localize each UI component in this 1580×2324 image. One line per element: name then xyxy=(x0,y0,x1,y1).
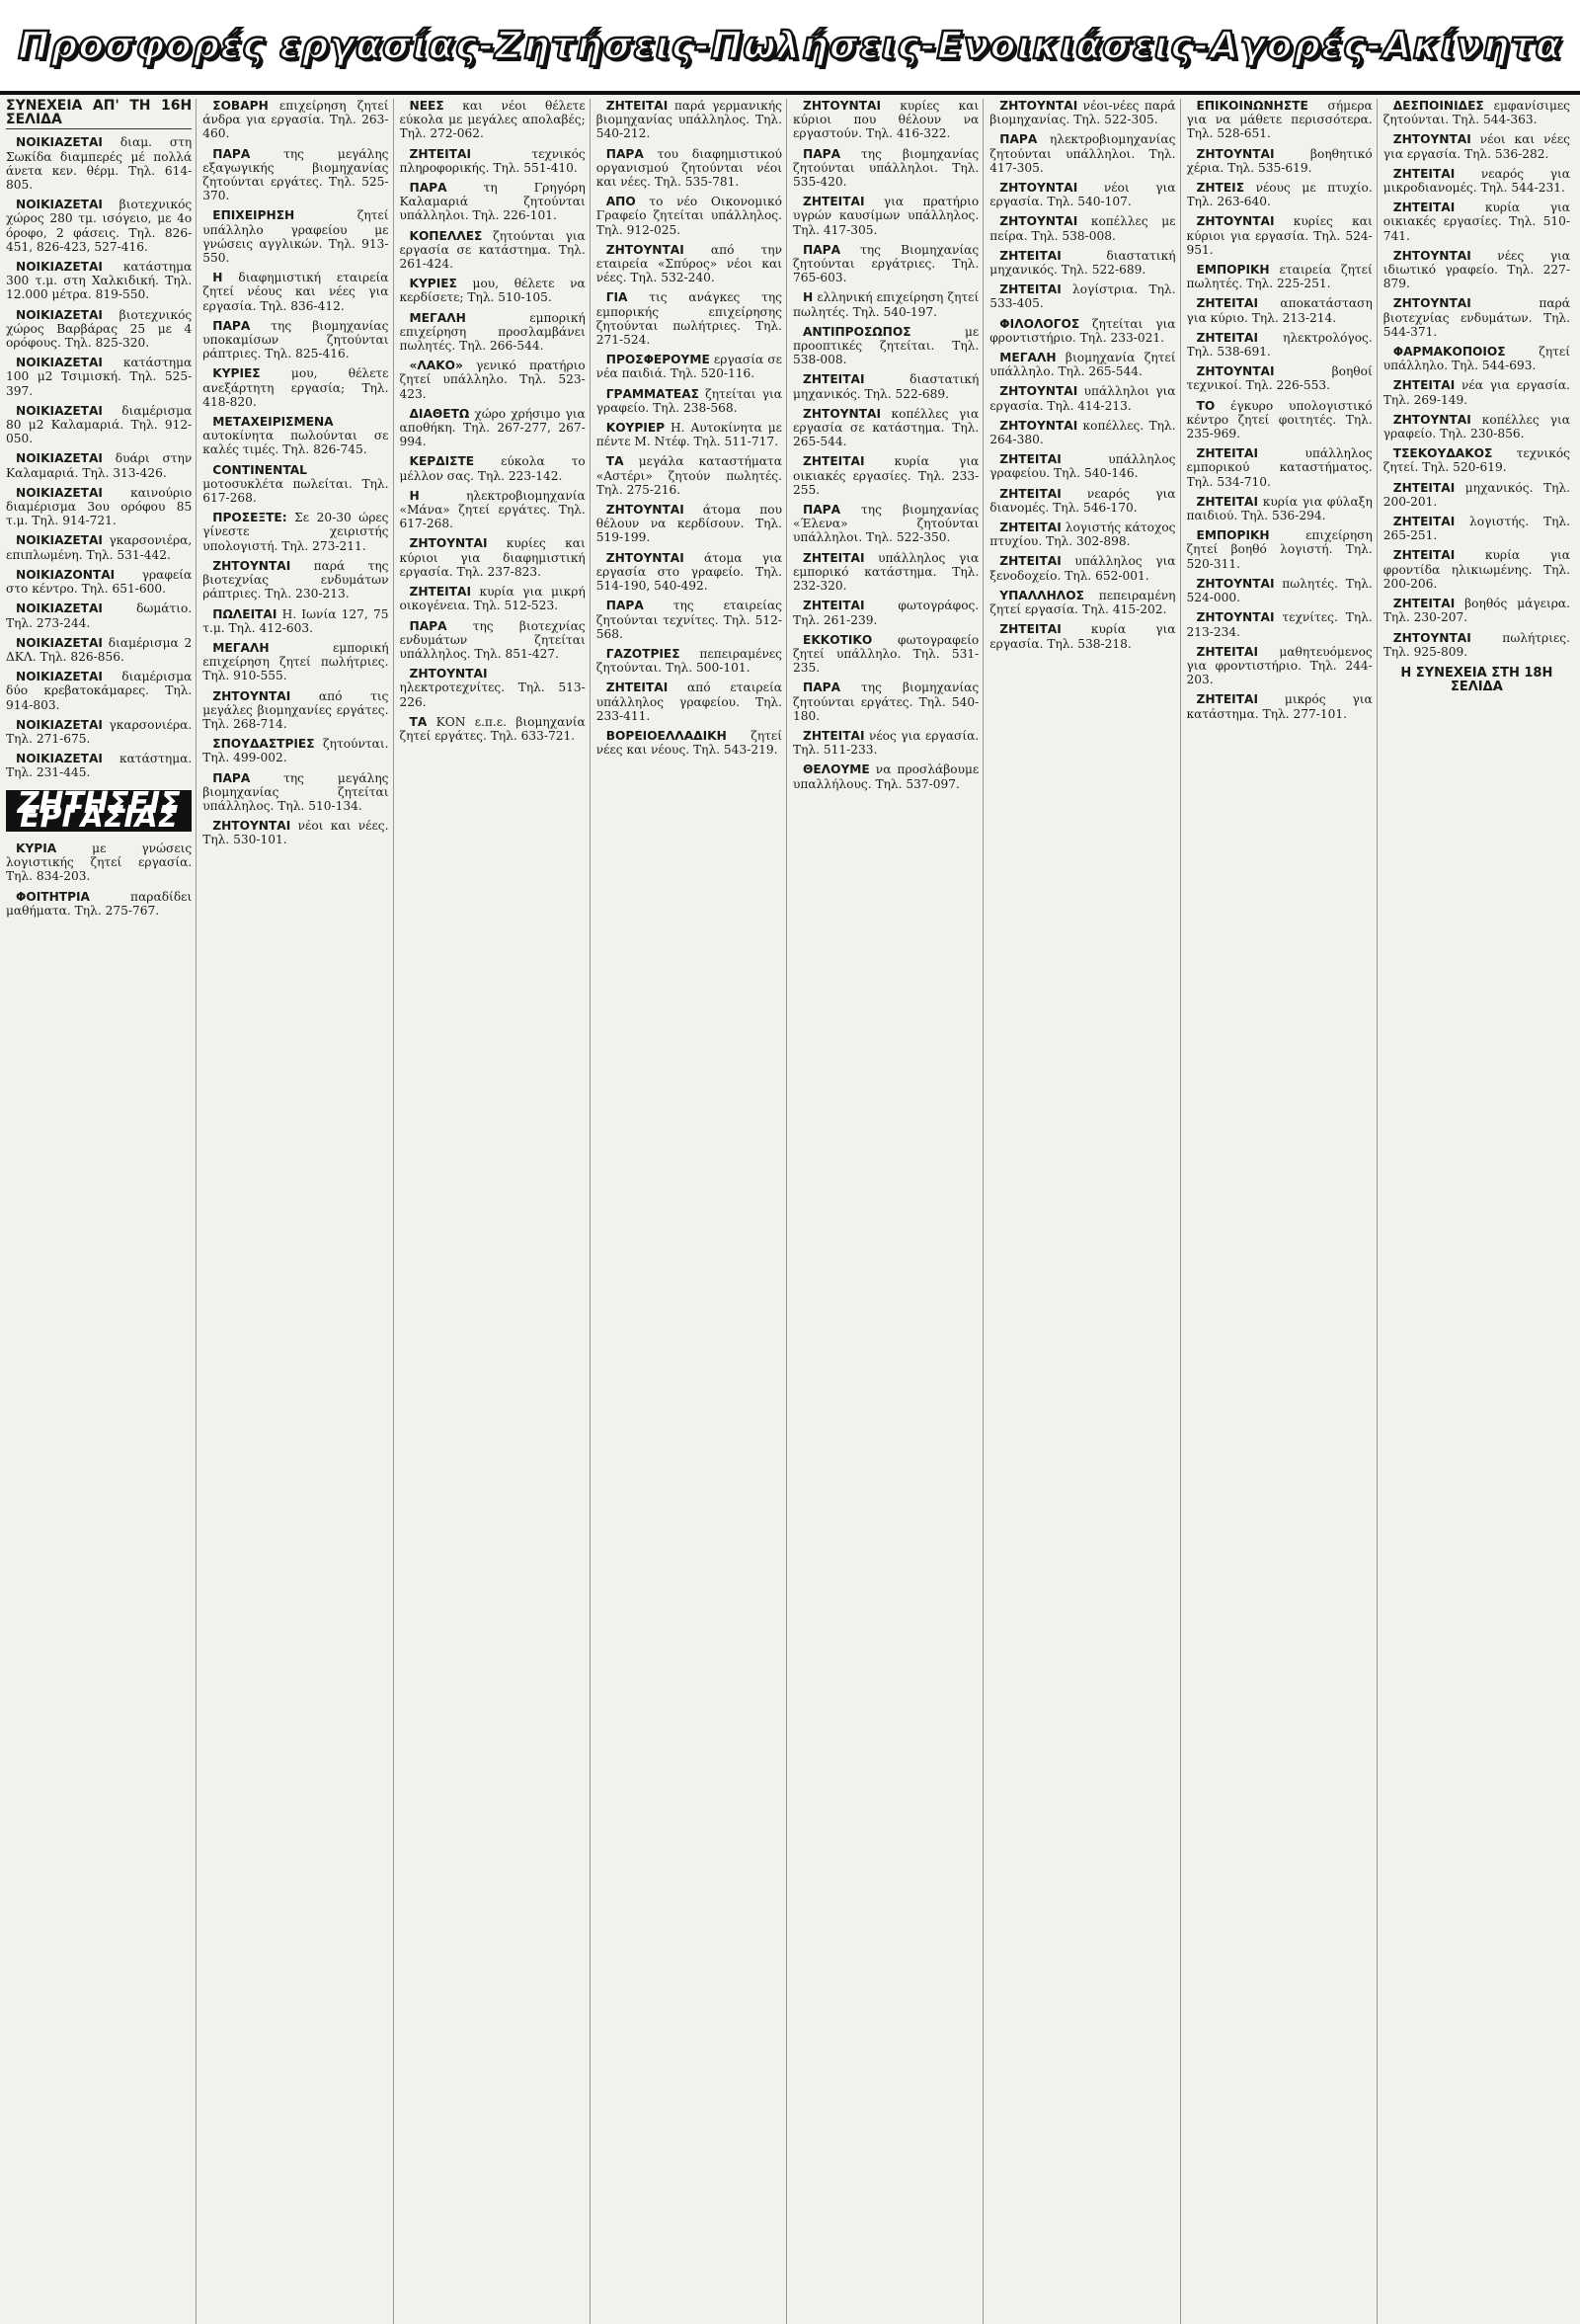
classified-ad: ΔΙΑΘΕΤΩ χώρο χρήσιμο για αποθήκη. Τηλ. 267-277, 267-994. xyxy=(399,406,586,449)
classified-ad: ΝΟΙΚΙΑΖΕΤΑΙ κατάστημα 300 τ.μ. στη Χαλκιδική. Τηλ. 12.000 μέτρα. 819-550. xyxy=(6,260,193,302)
classified-ad: ΣΟΒΑΡΗ επιχείρηση ζητεί άνδρα για εργασία. Τηλ. 263-460. xyxy=(202,99,389,141)
classified-ad: ΖΗΤΟΥΝΤΑΙ κυρίες και κύριοι για εργασία. Τηλ. 524-951. xyxy=(1186,214,1373,257)
classified-ad: ΖΗΤΟΥΝΤΑΙ νέοι και νέες. Τηλ. 530-101. xyxy=(202,819,389,847)
classified-ad: ΚΟΥΡΙΕΡ Η. Αυτοκίνητα με πέντε Μ. Ντέφ. Τηλ. 511-717. xyxy=(595,421,782,449)
classified-ad: ΠΑΡΑ ηλεκτροβιομηχανίας ζητούνται υπάλληλοι. Τηλ. 417-305. xyxy=(989,132,1176,175)
classified-ad: ΖΗΤΕΙΤΑΙ νεαρός για μικροδιανομές. Τηλ. 544-231. xyxy=(1382,166,1570,196)
classified-ad: ΖΗΤΟΥΝΤΑΙ κυρίες και κύριοι για διαφημιστική εργασία. Τηλ. 237-823. xyxy=(399,536,586,579)
classified-ad: ΖΗΤΕΙΤΑΙ κυρία για φροντίδα ηλικιωμένης. Τηλ. 200-206. xyxy=(1382,548,1570,591)
classified-ad: ΝΟΙΚΙΑΖΕΤΑΙ γκαρσονιέρα, επιπλωμένη. Τηλ. 531-442. xyxy=(6,533,193,562)
classified-ad: ΠΑΡΑ της εταιρείας ζητούνται τεχνίτες. Τηλ. 512-568. xyxy=(595,599,782,641)
classified-ad: ΖΗΤΕΙΤΑΙ μηχανικός. Τηλ. 200-201. xyxy=(1382,480,1570,509)
classified-ad: ΕΜΠΟΡΙΚΗ επιχείρηση ζητεί βοηθό λογιστή. Τηλ. 520-311. xyxy=(1186,528,1373,571)
classified-ad: ΖΗΤΕΙΤΑΙ κυρία για μικρή οικογένεια. Τηλ. 512-523. xyxy=(399,585,586,613)
classified-ad: ΖΗΤΟΥΝΤΑΙ παρά βιοτεχνίας ενδυμάτων. Τηλ. 544-371. xyxy=(1382,296,1570,339)
classified-ad: ΖΗΤΟΥΝΤΑΙ άτομα για εργασία στο γραφείο. Τηλ. 514-190, 540-492. xyxy=(595,550,782,594)
banner xyxy=(0,0,1580,95)
classified-ad: ΒΟΡΕΙΟΕΛΛΑΔΙΚΗ ζητεί νέες και νέους. Τηλ. 543-219. xyxy=(595,728,782,758)
classified-ad: ΖΗΤΟΥΝΤΑΙ νέοι και νέες για εργασία. Τηλ. 536-282. xyxy=(1382,132,1570,161)
classified-ad: ΝΟΙΚΙΑΖΕΤΑΙ διαμέρισμα δύο κρεβατοκάμαρες. Τηλ. 914-803. xyxy=(6,670,193,712)
classified-ad: ΖΗΤΟΥΝΤΑΙ τεχνίτες. Τηλ. 213-234. xyxy=(1186,610,1373,639)
classified-ad: Η ηλεκτροβιομηχανία «Μάνα» ζητεί εργάτες. Τηλ. 617-268. xyxy=(399,488,586,531)
classified-ad: ΖΗΤΕΙΤΑΙ λογίστρια. Τηλ. 533-405. xyxy=(989,282,1176,311)
column-1 xyxy=(6,99,197,2324)
classified-ad: ΝΟΙΚΙΑΖΕΤΑΙ διαμέρισμα 80 μ2 Καλαμαριά. Τηλ. 912-050. xyxy=(6,403,193,446)
classified-ad: ΝΟΙΚΙΑΖΕΤΑΙ βιοτεχνικός χώρος Βαρβάρας 25 με 4 ορόφους. Τηλ. 825-320. xyxy=(6,307,193,351)
classified-ad: ΓΑΖΟΤΡΙΕΣ πεπειραμένες ζητούνται. Τηλ. 500-101. xyxy=(595,646,782,676)
classified-ad: ΖΗΤΕΙΤΑΙ διαστατική μηχανικός. Τηλ. 522-689. xyxy=(793,372,980,401)
classified-ad: ΠΑΡΑ της βιομηχανίας ζητούνται υπάλληλοι. Τηλ. 535-420. xyxy=(793,146,980,190)
classified-ad: ΖΗΤΕΙΤΑΙ υπάλληλος για ξενοδοχείο. Τηλ. 652-001. xyxy=(989,554,1176,583)
classified-ad: ΓΡΑΜΜΑΤΕΑΣ ζητείται για γραφείο. Τηλ. 238-568. xyxy=(595,386,782,415)
classified-ad: ΖΗΤΕΙΤΑΙ λογιστής. Τηλ. 265-251. xyxy=(1382,515,1570,543)
classified-ad: ΖΗΤΕΙΤΑΙ υπάλληλος γραφείου. Τηλ. 540-146. xyxy=(989,452,1176,481)
classified-ad: ΝΟΙΚΙΑΖΕΤΑΙ διαμ. στη Σωκίδα διαμπερές μέ πολλά άνετα κεν. θέρμ. Τηλ. 614-805. xyxy=(6,135,193,193)
classified-ad: ΖΗΤΕΙΤΑΙ λογιστής κάτοχος πτυχίου. Τηλ. 302-898. xyxy=(989,521,1176,549)
classified-ad: ΑΝΤΙΠΡΟΣΩΠΟΣ με προοπτικές ζητείται. Τηλ. 538-008. xyxy=(793,324,980,367)
classified-ad: ΖΗΤΟΥΝΤΑΙ υπάλληλοι για εργασία. Τηλ. 414-213. xyxy=(989,384,1176,413)
classified-ad: ΕΠΙΧΕΙΡΗΣΗ ζητεί υπάλληλο γραφείου με γνώσεις αγγλικών. Τηλ. 913-550. xyxy=(202,208,389,266)
classified-ad: ΝΟΙΚΙΑΖΕΤΑΙ δυάρι στην Καλαμαριά. Τηλ. 313-426. xyxy=(6,451,193,480)
classified-ad: ΣΠΟΥΔΑΣΤΡΙΕΣ ζητούνται. Τηλ. 499-002. xyxy=(202,737,389,765)
classified-columns xyxy=(0,99,1580,2324)
section-heading: ΖΗΤΗΣΕΙΣ ΕΡΓΑΣΙΑΣ xyxy=(6,790,192,832)
classified-ad: ΖΗΤΟΥΝΤΑΙ άτομα που θέλουν να κερδίσουν. Τηλ. 519-199. xyxy=(595,503,782,545)
classified-ad: ΖΗΤΕΙΤΑΙ κυρία για οικιακές εργασίες. Τηλ. 510-741. xyxy=(1382,200,1570,243)
classified-ad: ΝΟΙΚΙΑΖΕΤΑΙ γκαρσονιέρα. Τηλ. 271-675. xyxy=(6,717,193,746)
classified-ad: ΖΗΤΕΙΤΑΙ κυρία για εργασία. Τηλ. 538-218. xyxy=(989,622,1176,651)
column-8 xyxy=(1383,99,1574,2324)
classified-ad: ΥΠΑΛΛΗΛΟΣ πεπειραμένη ζητεί εργασία. Τηλ. 415-202. xyxy=(989,588,1176,617)
classified-ad: ΚΟΠΕΛΛΕΣ ζητούνται για εργασία σε κατάστημα. Τηλ. 261-424. xyxy=(399,228,586,272)
classified-ad: ΝΟΙΚΙΑΖΕΤΑΙ κατάστημα. Τηλ. 231-445. xyxy=(6,752,193,780)
classified-ad: ΖΗΤΕΙΤΑΙ μικρός για κατάστημα. Τηλ. 277-101. xyxy=(1186,692,1373,721)
column-5 xyxy=(793,99,984,2324)
classified-ad: ΖΗΤΟΥΝΤΑΙ παρά της βιοτεχνίας ενδυμάτων ράπτριες. Τηλ. 230-213. xyxy=(202,558,389,601)
classified-ad: ΖΗΤΕΙΤΑΙ υπάλληλος για εμπορικό κατάστημα. Τηλ. 232-320. xyxy=(793,550,980,594)
classified-ad: ΚΥΡΙΑ με γνώσεις λογιστικής ζητεί εργασία. Τηλ. 834-203. xyxy=(6,841,193,884)
classified-ad: ΠΑΡΑ του διαφημιστικού οργανισμού ζητούνται νέοι και νέες. Τηλ. 535-781. xyxy=(595,146,782,190)
classified-ad: CONTINENTAL μοτοσυκλέτα πωλείται. Τηλ. 617-268. xyxy=(202,462,389,506)
classified-ad: ΖΗΤΕΙΣ νέους με πτυχίο. Τηλ. 263-640. xyxy=(1186,181,1373,209)
classified-ad: ΜΕΤΑΧΕΙΡΙΣΜΕΝΑ αυτοκίνητα πωλούνται σε καλές τιμές. Τηλ. 826-745. xyxy=(202,415,389,457)
column-2 xyxy=(202,99,393,2324)
classified-ad: ΖΗΤΟΥΝΤΑΙ κοπέλλες. Τηλ. 264-380. xyxy=(989,418,1176,447)
classified-ad: ΤΟ έγκυρο υπολογιστικό κέντρο ζητεί φοιτητές. Τηλ. 235-969. xyxy=(1186,398,1373,441)
classified-ad: ΖΗΤΟΥΝΤΑΙ πωλήτριες. Τηλ. 925-809. xyxy=(1382,630,1570,659)
classified-ad: ΖΗΤΟΥΝΤΑΙ από την εταιρεία «Σπύρος» νέοι και νέες. Τηλ. 532-240. xyxy=(595,242,782,285)
classified-ad: ΕΜΠΟΡΙΚΗ εταιρεία ζητεί πωλητές. Τηλ. 225-251. xyxy=(1186,263,1373,291)
classified-ad: ΖΗΤΕΙΤΑΙ νεαρός για διανομές. Τηλ. 546-170. xyxy=(989,486,1176,515)
classified-ad: ΖΗΤΟΥΝΤΑΙ κοπέλλες για εργασία σε κατάστημα. Τηλ. 265-544. xyxy=(793,406,980,449)
classified-ad: «ΛΑΚΟ» γενικό πρατήριο ζητεί υπάλληλο. Τηλ. 523-423. xyxy=(399,359,586,401)
classified-ad: ΠΑΡΑ της μεγάλης βιομηχανίας ζητείται υπάλληλος. Τηλ. 510-134. xyxy=(202,770,389,813)
classified-ad: ΕΠΙΚΟΙΝΩΝΗΣΤΕ σήμερα για να μάθετε περισσότερα. Τηλ. 528-651. xyxy=(1186,99,1373,141)
classified-ad: ΖΗΤΟΥΝΤΑΙ κοπέλλες για γραφείο. Τηλ. 230-856. xyxy=(1382,412,1570,441)
classified-ad: ΠΑΡΑ της βιοτεχνίας ενδυμάτων ζητείται υπάλληλος. Τηλ. 851-427. xyxy=(399,618,586,661)
classified-ad: ΝΟΙΚΙΑΖΕΤΑΙ καινούριο διαμέρισμα 3ου ορόφου 85 τ.μ. Τηλ. 914-721. xyxy=(6,485,193,528)
classified-ad: ΖΗΤΕΙΤΑΙ για πρατήριο υγρών καυσίμων υπάλληλος. Τηλ. 417-305. xyxy=(793,195,980,237)
classified-ad: ΝΕΕΣ και νέοι θέλετε εύκολα με μεγάλες απολαβές; Τηλ. 272-062. xyxy=(399,99,586,141)
classified-ad: ΜΕΓΑΛΗ εμπορική επιχείρηση προσλαμβάνει πωλητές. Τηλ. 266-544. xyxy=(399,310,586,354)
classified-ad: ΠΑΡΑ της μεγάλης εξαγωγικής βιομηχανίας ζητούνται εργάτες. Τηλ. 525-370. xyxy=(202,146,389,203)
classified-ad: ΠΑΡΑ τη Γρηγόρη Καλαμαριά ζητούνται υπάλληλοι. Τηλ. 226-101. xyxy=(399,181,586,223)
classified-ad: ΠΑΡΑ της Βιομηχανίας ζητούνται εργάτριες. Τηλ. 765-603. xyxy=(793,242,980,285)
classified-ad: Η ελληνική επιχείρηση ζητεί πωλητές. Τηλ. 540-197. xyxy=(793,290,980,319)
classified-ad: ΦΑΡΜΑΚΟΠΟΙΟΣ ζητεί υπάλληλο. Τηλ. 544-693. xyxy=(1382,345,1570,373)
classified-ad: ΖΗΤΕΙΤΑΙ αποκατάσταση για κύριο. Τηλ. 213-214. xyxy=(1186,296,1373,325)
classified-ad: ΦΟΙΤΗΤΡΙΑ παραδίδει μαθήματα. Τηλ. 275-767. xyxy=(6,889,193,918)
classified-ad: ΕΚΚΟΤΙΚΟ φωτογραφείο ζητεί υπάλληλο. Τηλ. 531-235. xyxy=(793,632,980,676)
column-6 xyxy=(989,99,1180,2324)
column-3 xyxy=(400,99,591,2324)
classified-ad: Η διαφημιστική εταιρεία ζητεί νέους και νέες για εργασία. Τηλ. 836-412. xyxy=(202,271,389,313)
classified-ad: ΝΟΙΚΙΑΖΕΤΑΙ δωμάτιο. Τηλ. 273-244. xyxy=(6,601,193,630)
banner-title: Προσφορές εργασίας-Ζητήσεις-Πωλήσεις-Ενοικιάσεις-Αγορές-Ακίνητα xyxy=(18,24,1562,67)
classified-ad: ΖΗΤΕΙΤΑΙ μαθητευόμενος για φροντιστήριο. Τηλ. 244-203. xyxy=(1186,644,1373,687)
classified-ad: ΖΗΤΟΥΝΤΑΙ κοπέλλες με πείρα. Τηλ. 538-008. xyxy=(989,214,1176,243)
classified-ad: ΖΗΤΕΙΤΑΙ νέα για εργασία. Τηλ. 269-149. xyxy=(1382,378,1570,407)
classified-ad: ΖΗΤΕΙΤΑΙ παρά γερμανικής βιομηχανίας υπάλληλος. Τηλ. 540-212. xyxy=(595,99,782,141)
classified-ad: ΖΗΤΕΙΤΑΙ υπάλληλος εμπορικού καταστήματος. Τηλ. 534-710. xyxy=(1186,446,1373,489)
classified-ad: ΚΥΡΙΕΣ μου, θέλετε ανεξάρτητη εργασία; Τηλ. 418-820. xyxy=(202,366,389,409)
classified-ad: ΠΡΟΣΦΕΡΟΥΜΕ εργασία σε νέα παιδιά. Τηλ. 520-116. xyxy=(595,353,782,381)
classified-ad: ΖΗΤΟΥΝΤΑΙ νέες για ιδιωτικό γραφείο. Τηλ. 227-879. xyxy=(1382,248,1570,291)
column-4 xyxy=(596,99,787,2324)
classified-ad: ΤΑ ΚΟΝ ε.π.ε. βιομηχανία ζητεί εργάτες. Τηλ. 633-721. xyxy=(399,714,586,743)
continued-note: Η ΣΥΝΕΧΕΙΑ ΣΤΗ 18Η ΣΕΛΙΔΑ xyxy=(1400,665,1553,695)
classified-ad: ΠΡΟΣΕΞΤΕ: Σε 20-30 ώρες γίνεστε χειριστής υπολογιστή. Τηλ. 273-211. xyxy=(202,511,389,553)
classified-ad: ΤΑ μεγάλα καταστήματα «Αστέρι» ζητούν πωλητές. Τηλ. 275-216. xyxy=(595,454,782,497)
classified-ad: ΜΕΓΑΛΗ βιομηχανία ζητεί υπάλληλο. Τηλ. 265-544. xyxy=(989,351,1176,379)
classified-ad: ΚΕΡΔΙΣΤΕ εύκολα το μέλλον σας. Τηλ. 223-142. xyxy=(399,454,586,483)
classified-ad: ΖΗΤΕΙΤΑΙ τεχνικός πληροφορικής. Τηλ. 551-410. xyxy=(399,146,586,175)
classified-ad: ΖΗΤΟΥΝΤΑΙ πωλητές. Τηλ. 524-000. xyxy=(1186,576,1373,605)
classified-ad: ΖΗΤΟΥΝΤΑΙ βοηθοί τεχνικοί. Τηλ. 226-553. xyxy=(1186,364,1373,393)
classified-ad: ΜΕΓΑΛΗ εμπορική επιχείρηση ζητεί πωλήτριες. Τηλ. 910-555. xyxy=(202,640,389,683)
classified-ad: ΠΑΡΑ της βιομηχανίας υποκαμίσων ζητούνται ράπτριες. Τηλ. 825-416. xyxy=(202,318,389,361)
classified-ad: ΖΗΤΕΙΤΑΙ φωτογράφος. Τηλ. 261-239. xyxy=(793,599,980,627)
classified-ad: ΖΗΤΕΙΤΑΙ διαστατική μηχανικός. Τηλ. 522-689. xyxy=(989,248,1176,278)
classified-ad: ΖΗΤΕΙΤΑΙ ηλεκτρολόγος. Τηλ. 538-691. xyxy=(1186,330,1373,360)
classified-ad: ΦΙΛΟΛΟΓΟΣ ζητείται για φροντιστήριο. Τηλ. 233-021. xyxy=(989,316,1176,345)
classified-ad: ΖΗΤΕΙΤΑΙ από εταιρεία υπάλληλος γραφείου. Τηλ. 233-411. xyxy=(595,681,782,723)
classified-ad: ΖΗΤΕΙΤΑΙ κυρία για οικιακές εργασίες. Τηλ. 233-255. xyxy=(793,454,980,497)
classified-ad: ΖΗΤΟΥΝΤΑΙ από τις μεγάλες βιομηχανίες εργάτες. Τηλ. 268-714. xyxy=(202,688,389,731)
classified-ad: ΖΗΤΟΥΝΤΑΙ βοηθητικό χέρια. Τηλ. 535-619. xyxy=(1186,146,1373,175)
classified-ad: ΖΗΤΟΥΝΤΑΙ ηλεκτροτεχνίτες. Τηλ. 513-226. xyxy=(399,667,586,709)
classified-ad: ΘΕΛΟΥΜΕ να προσλάβουμε υπαλλήλους. Τηλ. 537-097. xyxy=(793,762,980,791)
classified-ad: ΝΟΙΚΙΑΖΕΤΑΙ κατάστημα 100 μ2 Τσιμισκή. Τηλ. 525-397. xyxy=(6,356,193,398)
classified-ad: ΤΣΕΚΟΥΔΑΚΟΣ τεχνικός ζητεί. Τηλ. 520-619. xyxy=(1382,446,1570,475)
classified-ad: ΑΠΟ το νέο Οικονομικό Γραφείο ζητείται υπάλληλος. Τηλ. 912-025. xyxy=(595,195,782,237)
classified-ad: ΝΟΙΚΙΑΖΕΤΑΙ διαμέρισμα 2 ΔΚΛ. Τηλ. 826-856. xyxy=(6,635,193,664)
classified-ad: ΓΙΑ τις ανάγκες της εμπορικής επιχείρησης ζητούνται πωλήτριες. Τηλ. 271-524. xyxy=(595,290,782,348)
classified-ad: ΠΩΛΕΙΤΑΙ Η. Ιωνία 127, 75 τ.μ. Τηλ. 412-603. xyxy=(202,606,389,635)
column-7 xyxy=(1187,99,1378,2324)
classified-ad: ΝΟΙΚΙΑΖΟΝΤΑΙ γραφεία στο κέντρο. Τηλ. 651-600. xyxy=(6,567,193,597)
classified-ad: ΖΗΤΟΥΝΤΑΙ νέοι-νέες παρά βιομηχανίας. Τηλ. 522-305. xyxy=(989,99,1176,127)
column-header: ΣΥΝΕΧΕΙΑ ΑΠ' ΤΗ 16Η ΣΕΛΙΔΑ xyxy=(6,99,192,129)
classified-ad: ΖΗΤΕΙΤΑΙ βοηθός μάγειρα. Τηλ. 230-207. xyxy=(1382,597,1570,625)
classified-ad: ΖΗΤΟΥΝΤΑΙ νέοι για εργασία. Τηλ. 540-107. xyxy=(989,181,1176,209)
classified-ad: ΠΑΡΑ της βιομηχανίας ζητούνται εργάτες. Τηλ. 540-180. xyxy=(793,681,980,723)
classified-ad: ΝΟΙΚΙΑΖΕΤΑΙ βιοτεχνικός χώρος 280 τμ. ισόγειο, με 4ο όροφο, 2 φάσεις. Τηλ. 826-451, 826-423, 527-416. xyxy=(6,198,193,254)
classified-ad: ΔΕΣΠΟΙΝΙΔΕΣ εμφανίσιμες ζητούνται. Τηλ. 544-363. xyxy=(1382,99,1570,127)
classified-ad: ΖΗΤΕΙΤΑΙ κυρία για φύλαξη παιδιού. Τηλ. 536-294. xyxy=(1186,494,1373,523)
classified-ad: ΖΗΤΟΥΝΤΑΙ κυρίες και κύριοι που θέλουν να εργαστούν. Τηλ. 416-322. xyxy=(793,99,980,141)
classified-ad: ΖΗΤΕΙΤΑΙ νέος για εργασία. Τηλ. 511-233. xyxy=(793,728,980,758)
classified-ad: ΚΥΡΙΕΣ μου, θέλετε να κερδίσετε; Τηλ. 510-105. xyxy=(399,277,586,305)
classified-ad: ΠΑΡΑ της βιομηχανίας «Έλενα» ζητούνται υπάλληλοι. Τηλ. 522-350. xyxy=(793,503,980,545)
